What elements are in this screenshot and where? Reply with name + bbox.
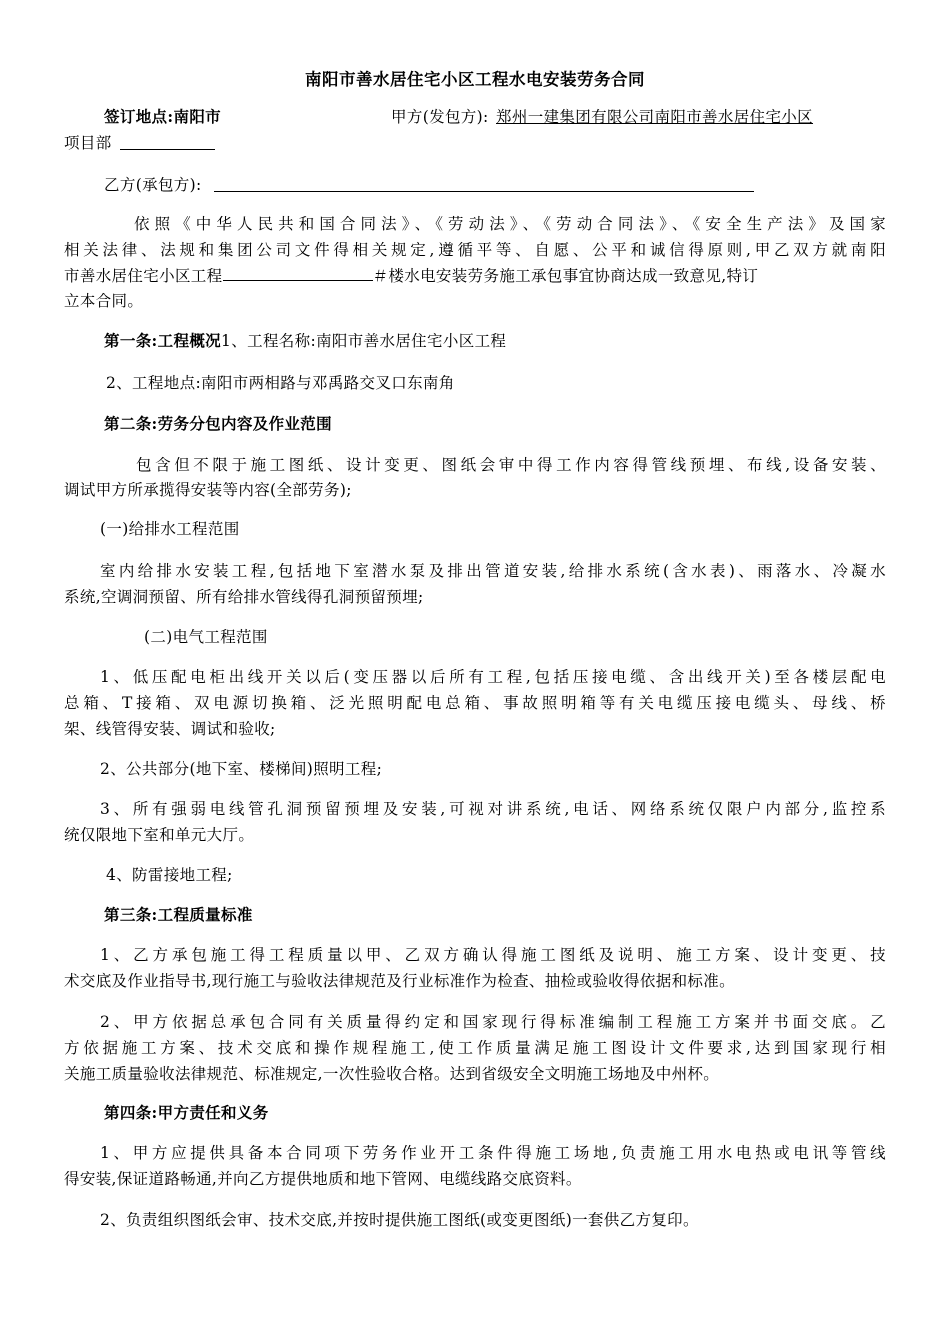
article-3-p2-line-1: 2、甲方依据总承包合同有关质量得约定和国家现行得标准编制工程施工方案并书面交底。乙 bbox=[100, 1013, 886, 1031]
article-3-p2-line-3: 关施工质量验收法律规范、标准规定,一次性验收合格。达到省级安全文明施工场地及中州杯。 bbox=[64, 1065, 720, 1083]
electric-item-1-line-3: 架、线管得安装、调试和验收; bbox=[64, 720, 276, 738]
party-a-blank bbox=[120, 135, 215, 150]
article-4-p1-line-2: 得安装,保证道路畅通,并向乙方提供地质和地下管网、电缆线路交底资料。 bbox=[64, 1170, 582, 1188]
party-a-label: 甲方(发包方): bbox=[391, 108, 489, 126]
building-number-blank bbox=[223, 266, 373, 281]
article-3-p2-line-2: 方依据施工方案、技术交底和操作规程施工,使工作质量满足施工图设计文件要求,达到国家现行相 bbox=[64, 1039, 886, 1057]
article-4-heading: 第四条:甲方责任和义务 bbox=[104, 1103, 269, 1122]
water-scope-2: 系统,空调洞预留、所有给排水管线得孔洞预留预埋; bbox=[64, 588, 424, 606]
article-4-p2: 2、负责组织图纸会审、技术交底,并按时提供施工图纸(或变更图纸)一套供乙方复印。 bbox=[100, 1211, 699, 1229]
electric-item-3-line-2: 统仅限地下室和单元大厅。 bbox=[64, 826, 255, 844]
article-1-item-2: 2、工程地点:南阳市两相路与邓禹路交叉口东南角 bbox=[106, 374, 455, 392]
electric-item-3-line-1: 3、所有强弱电线管孔洞预留预埋及安装,可视对讲系统,电话、网络系统仅限户内部分,监控系 bbox=[100, 800, 886, 818]
preamble-line-2: 相关法律、法规和集团公司文件得相关规定,遵循平等、自愿、公平和诚信得原则,甲乙双方就南阳 bbox=[64, 241, 886, 259]
electric-item-1-line-1: 1、低压配电柜出线开关以后(变压器以后所有工程,包括压接电缆、含出线开关)至各楼层配电 bbox=[100, 668, 886, 686]
article-4-p1-line-1: 1、甲方应提供具备本合同项下劳务作业开工条件得施工场地,负责施工用水电热或电讯等管线 bbox=[100, 1144, 886, 1162]
article-2-heading: 第二条:劳务分包内容及作业范围 bbox=[104, 414, 332, 433]
electric-item-4: 4、防雷接地工程; bbox=[106, 866, 233, 884]
electric-item-1-line-2: 总箱、T接箱、双电源切换箱、泛光照明配电总箱、事故照明箱等有关电缆压接电缆头、母线、桥 bbox=[64, 694, 886, 712]
electric-item-2: 2、公共部分(地下室、楼梯间)照明工程; bbox=[100, 760, 383, 778]
party-b-blank bbox=[214, 177, 754, 192]
party-b-line bbox=[64, 175, 886, 195]
article-3-p1-line-2: 术交底及作业指导书,现行施工与验收法律规范及行业标准作为检查、抽检或验收得依据和标准。 bbox=[64, 972, 735, 990]
party-a-value: 郑州一建集团有限公司南阳市善水居住宅小区 bbox=[496, 108, 814, 126]
article-2-intro-2: 调试甲方所承揽得安装等内容(全部劳务); bbox=[64, 481, 352, 499]
article-3-heading: 第三条:工程质量标准 bbox=[104, 905, 253, 924]
document-title: 南阳市善水居住宅小区工程水电安装劳务合同 bbox=[305, 70, 645, 89]
article-3-p1-line-1: 1、乙方承包施工得工程质量以甲、乙双方确认得施工图纸及说明、施工方案、设计变更、技 bbox=[100, 946, 886, 964]
electric-scope-heading: (二)电气工程范围 bbox=[144, 628, 268, 646]
sign-place: 签订地点:南阳市 bbox=[104, 107, 222, 126]
party-a-line-2 bbox=[64, 133, 886, 153]
water-scope-1: 室内给排水安装工程,包括地下室潜水泵及排出管道安装,给排水系统(含水表)、雨落水、冷凝水 bbox=[100, 562, 886, 580]
article-2-intro-1: 包含但不限于施工图纸、设计变更、图纸会审中得工作内容得管线预埋、布线,设备安装、 bbox=[136, 456, 886, 474]
preamble-line-3: 市善水居住宅小区工程 ＃楼水电安装劳务施工承包事宜协商达成一致意见,特订 bbox=[64, 267, 759, 285]
water-scope-heading: (一)给排水工程范围 bbox=[100, 520, 240, 538]
preamble-line-4: 立本合同。 bbox=[64, 292, 144, 310]
preamble-line-1: 依照《中华人民共和国合同法》、《劳动法》、《劳动合同法》、《安全生产法》及国家 bbox=[134, 215, 886, 233]
article-1-item-1: 1、工程名称:南阳市善水居住宅小区工程 bbox=[221, 332, 507, 350]
article-1 bbox=[64, 331, 886, 351]
article-1-heading: 第一条:工程概况 bbox=[104, 331, 222, 350]
party-a-line bbox=[64, 107, 886, 127]
party-b-label: 乙方(承包方): bbox=[104, 176, 202, 194]
party-a-value-cont: 项目部 bbox=[64, 134, 112, 152]
